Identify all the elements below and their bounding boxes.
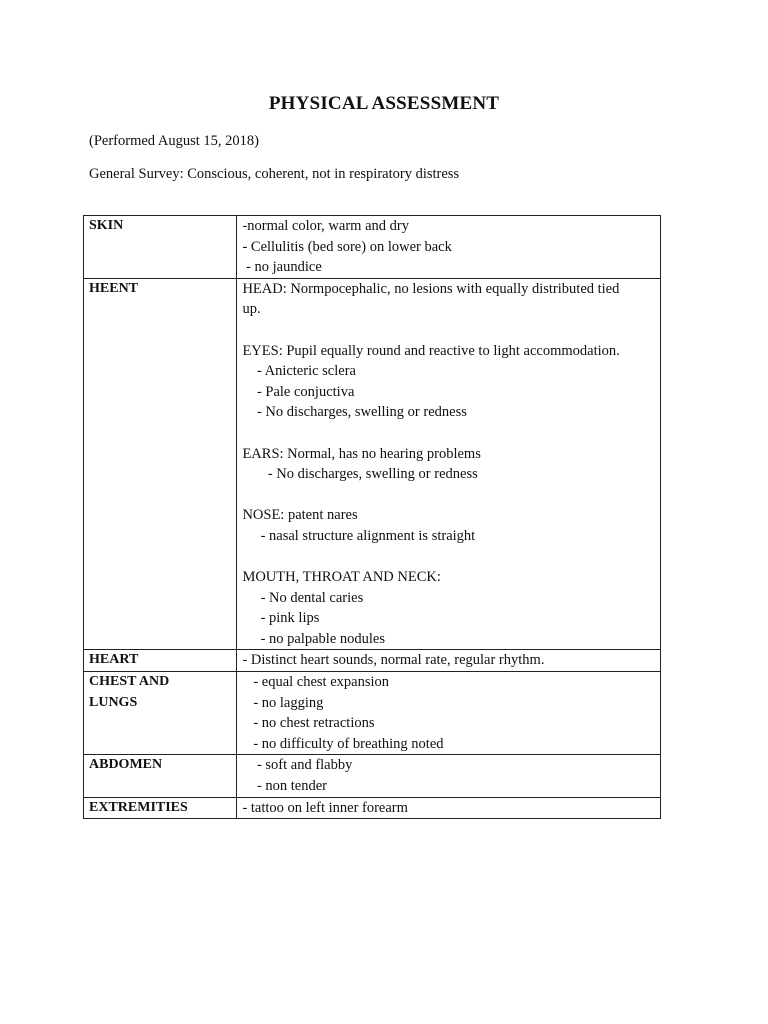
category-line: CHEST AND — [89, 674, 170, 690]
assessment-table — [83, 215, 661, 819]
finding-line: -normal color, warm and dry — [242, 218, 409, 234]
blank-line — [242, 485, 655, 506]
finding-line: - No discharges, swelling or redness — [242, 404, 467, 421]
finding-line: - nasal structure alignment is straight — [242, 527, 476, 544]
blank-line — [242, 320, 655, 341]
finding-line: EARS: Normal, has no hearing problems — [242, 445, 481, 462]
finding-line: HEAD: Normpocephalic, no lesions with equally distributed tied — [242, 280, 620, 297]
table-row-extremities — [84, 797, 661, 819]
findings-skin — [237, 216, 661, 279]
performed-date: (Performed August 15, 2018) — [89, 133, 259, 149]
category-extremities: EXTREMITIES — [84, 797, 237, 819]
finding-line: - pink lips — [242, 610, 320, 627]
category-heart: HEART — [84, 650, 237, 672]
findings-heart — [237, 650, 661, 672]
table-row-abdomen — [84, 755, 661, 797]
table-row-skin — [84, 216, 661, 279]
table-row-heart — [84, 650, 661, 672]
category-heent: HEENT — [84, 278, 237, 650]
finding-line: - equal chest expansion — [242, 674, 390, 691]
findings-abdomen — [237, 755, 661, 797]
category-line: LUNGS — [89, 694, 138, 710]
category-skin: SKIN — [84, 216, 237, 279]
page-title: PHYSICAL ASSESSMENT — [268, 93, 500, 114]
category-abdomen: ABDOMEN — [84, 755, 237, 797]
finding-line: - soft and flabby — [242, 757, 353, 774]
table-row-heent — [84, 278, 661, 650]
finding-line: - tattoo on left inner forearm — [242, 799, 408, 816]
finding-line: - no difficulty of breathing noted — [242, 735, 444, 752]
finding-line: - non tender — [242, 778, 327, 795]
finding-line: MOUTH, THROAT AND NECK: — [242, 569, 441, 586]
category-chest-lungs — [84, 672, 237, 755]
finding-line: EYES: Pupil equally round and reactive to light accommodation. — [242, 342, 620, 359]
finding-line: - Pale conjuctiva — [242, 383, 355, 400]
finding-line: - No dental caries — [242, 589, 364, 606]
finding-line: NOSE: patent nares — [242, 507, 358, 524]
general-survey: General Survey: Conscious, coherent, not in respiratory distress — [89, 166, 460, 182]
finding-line: - no chest retractions — [242, 715, 375, 732]
finding-line: - no jaundice — [242, 259, 322, 276]
finding-line: - no lagging — [242, 694, 324, 711]
finding-line: - no palpable nodules — [242, 630, 385, 647]
finding-line: - Anicteric sclera — [242, 363, 356, 380]
finding-line: up. — [242, 301, 261, 318]
blank-line — [242, 423, 655, 444]
findings-extremities — [237, 797, 661, 819]
findings-heent — [237, 278, 661, 650]
finding-line: - No discharges, swelling or redness — [242, 466, 478, 483]
blank-line — [242, 547, 655, 568]
finding-line: - Distinct heart sounds, normal rate, regular rhythm. — [242, 652, 545, 669]
finding-line: - Cellulitis (bed sore) on lower back — [242, 238, 452, 255]
table-row-chest-lungs — [84, 672, 661, 755]
findings-chest-lungs — [237, 672, 661, 755]
